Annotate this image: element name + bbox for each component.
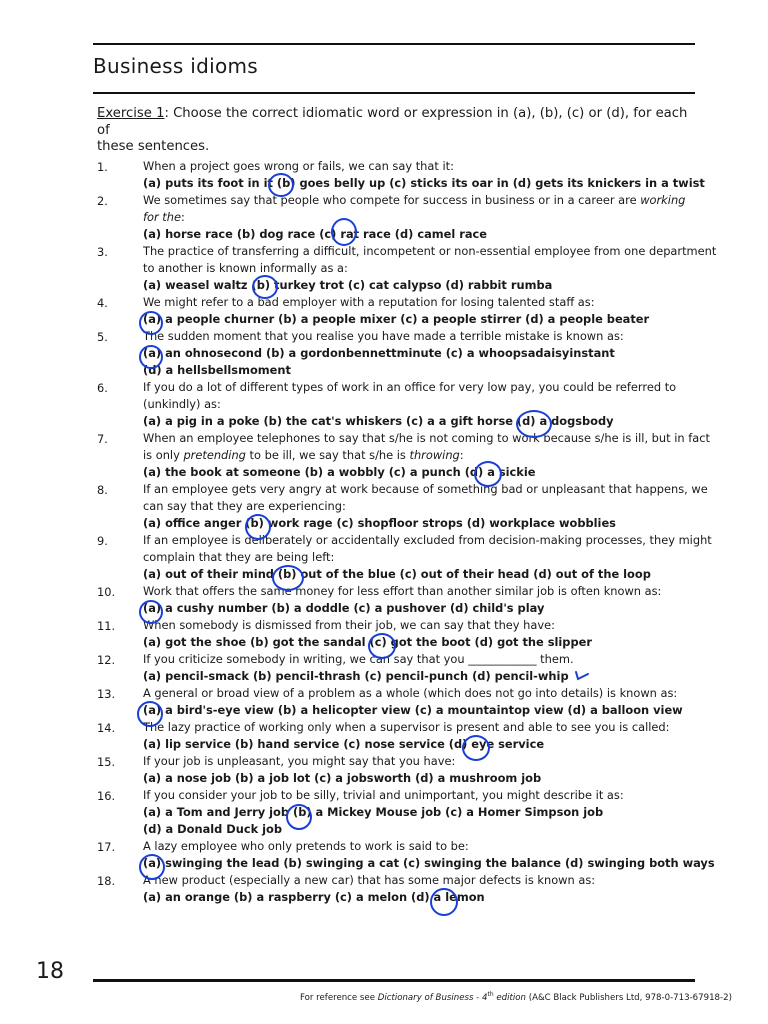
footer-sep: - 4 — [473, 992, 488, 1003]
question-item — [143, 651, 695, 685]
answer-options: (a) a nose job (b) a job lot (c) a jobsworth (d) a mushroom job — [143, 771, 542, 785]
answer-options: (a) weasel waltz (b) turkey trot (c) cat calypso (d) rabbit rumba — [143, 278, 553, 292]
exercise-instruction — [97, 106, 697, 156]
question-item — [143, 243, 717, 294]
question-number: 15. — [97, 755, 116, 769]
question-text — [143, 430, 710, 447]
question-item — [143, 719, 695, 753]
question-text-segment: A lazy employee who only pretends to work is said to be: — [143, 839, 469, 853]
answer-options: (a) puts its foot in it (b) goes belly up (c) sticks its oar in (d) gets its knickers in a twist — [143, 176, 705, 190]
question-number: 4. — [97, 296, 108, 310]
question-number: 6. — [97, 381, 108, 395]
question-item — [143, 328, 695, 379]
question-text-segment: (unkindly) as: — [143, 397, 221, 411]
answer-options: (a) office anger (b) work rage (c) shopfloor strops (d) workplace wobblies — [143, 516, 616, 530]
question-item — [143, 192, 695, 243]
answer-options: (a) an ohnosecond (b) a gordonbennettminute (c) a whoopsadaisyinstant — [143, 346, 615, 360]
question-text-segment: The lazy practice of working only when a supervisor is present and able to see you is called: — [143, 720, 670, 734]
footer-edition: edition — [493, 992, 526, 1003]
question-item — [143, 872, 695, 906]
question-text-segment: If an employee gets very angry at work because of something bad or unpleasant that happens, we — [143, 482, 708, 496]
question-text-segment: The sudden moment that you realise you have made a terrible mistake is known as: — [143, 329, 624, 343]
question-text — [143, 379, 695, 396]
question-text-segment: If you consider your job to be silly, trivial and unimportant, you might describe it as: — [143, 788, 624, 802]
question-text-segment: When a project goes wrong or fails, we can say that it: — [143, 159, 454, 173]
question-item — [143, 583, 695, 617]
footer-reference — [300, 991, 732, 1003]
question-text-segment: : — [459, 448, 464, 462]
question-text-segment: pretending — [183, 448, 246, 462]
answer-options: (a) a cushy number (b) a doddle (c) a pushover (d) child's play — [143, 601, 545, 615]
question-text — [143, 685, 695, 702]
question-number: 13. — [97, 687, 116, 701]
answer-options: (a) pencil-smack (b) pencil-thrash (c) pencil-punch (d) pencil-whip — [143, 669, 569, 683]
question-item — [143, 294, 695, 328]
question-text — [143, 498, 695, 515]
question-text — [143, 872, 695, 889]
answer-options: (a) lip service (b) hand service (c) nose service (d) eye service — [143, 737, 545, 751]
answer-options: (a) a pig in a poke (b) the cat's whiskers (c) a a gift horse (d) a dogsbody — [143, 414, 614, 428]
question-number: 11. — [97, 619, 116, 633]
top-rule — [93, 43, 695, 45]
question-item — [143, 158, 705, 192]
question-text-segment: If your job is unpleasant, you might say that you have: — [143, 754, 456, 768]
question-text — [143, 209, 695, 226]
question-text — [143, 328, 695, 345]
question-text-segment: When somebody is dismissed from their job, we can say that they have: — [143, 618, 555, 632]
question-text-segment: complain that they are being left: — [143, 550, 335, 564]
question-text-segment: If you do a lot of different types of work in an office for very low pay, you could be referred to — [143, 380, 677, 394]
question-text — [143, 447, 695, 464]
question-text-segment: working — [640, 193, 686, 207]
question-number: 1. — [97, 160, 108, 174]
question-text-segment: Work that offers the same money for less effort than another similar job is often known as: — [143, 584, 662, 598]
question-text-segment: to be ill, we say that s/he is — [245, 448, 410, 462]
footer-publisher: (A&C Black Publishers Ltd, 978-0-713-67918-2) — [525, 992, 732, 1003]
question-number: 12. — [97, 653, 116, 667]
question-text — [143, 787, 695, 804]
question-text — [143, 549, 695, 566]
page-number: 18 — [36, 959, 64, 984]
instruction-text-2: these sentences. — [97, 139, 210, 154]
question-number: 16. — [97, 789, 116, 803]
answer-options: (a) swinging the lead (b) swinging a cat (c) swinging the balance (d) swinging both ways — [143, 856, 715, 870]
question-text-segment: We might refer to a bad employer with a reputation for losing talented staff as: — [143, 295, 595, 309]
question-text — [143, 753, 695, 770]
footer-book: Dictionary of Business — [377, 992, 474, 1003]
question-text — [143, 651, 695, 668]
title-rule — [93, 92, 695, 94]
question-text-segment: When an employee telephones to say that s/he is not coming to work because s/he is ill, but in fact — [143, 431, 710, 445]
question-item — [143, 617, 695, 651]
question-text-segment: The practice of transferring a difficult, incompetent or non-essential employee from one department — [143, 244, 717, 258]
question-item — [143, 430, 710, 481]
answer-options: (d) a Donald Duck job — [143, 822, 283, 836]
question-text — [143, 481, 708, 498]
question-text — [143, 583, 695, 600]
question-item — [143, 481, 708, 532]
question-text — [143, 260, 695, 277]
instruction-text: : Choose the correct idiomatic word or expression in (a), (b), (c) or (d), for each of — [97, 106, 688, 138]
question-item — [143, 838, 715, 872]
question-text — [143, 838, 695, 855]
question-number: 10. — [97, 585, 116, 599]
question-number: 8. — [97, 483, 108, 497]
answer-options: (a) got the shoe (b) got the sandal (c) got the boot (d) got the slipper — [143, 635, 592, 649]
question-text — [143, 532, 712, 549]
answer-options: (d) a hellsbellsmoment — [143, 363, 291, 377]
question-text — [143, 719, 695, 736]
question-text-segment: If an employee is deliberately or accidentally excluded from decision-making processes, they might — [143, 533, 712, 547]
question-text — [143, 243, 717, 260]
question-number: 3. — [97, 245, 108, 259]
footer-prefix: For reference see — [300, 992, 378, 1003]
answer-options: (a) a people churner (b) a people mixer (c) a people stirrer (d) a people beater — [143, 312, 650, 326]
question-number: 5. — [97, 330, 108, 344]
answer-options: (a) a Tom and Jerry job (b) a Mickey Mouse job (c) a Homer Simpson job — [143, 805, 604, 819]
question-number: 2. — [97, 194, 108, 208]
question-text-segment: If you criticize somebody in writing, we can say that you ____________ them. — [143, 652, 574, 666]
question-number: 9. — [97, 534, 108, 548]
question-number: 14. — [97, 721, 116, 735]
question-text-segment: We sometimes say that people who compete for success in business or in a career are — [143, 193, 641, 207]
answer-options: (a) the book at someone (b) a wobbly (c) a punch (d) a sickie — [143, 465, 536, 479]
question-item — [143, 753, 695, 787]
exercise-label: Exercise 1 — [97, 106, 165, 121]
question-item — [143, 685, 695, 719]
answer-options: (a) a bird's-eye view (b) a helicopter view (c) a mountaintop view (d) a balloon view — [143, 703, 683, 717]
footer-rule — [93, 979, 695, 982]
question-text-segment: is only — [143, 448, 184, 462]
question-text-segment: throwing — [409, 448, 460, 462]
question-text-segment: : — [180, 210, 185, 224]
question-number: 18. — [97, 874, 116, 888]
question-number: 17. — [97, 840, 116, 854]
question-text — [143, 617, 695, 634]
answer-options: (a) out of their mind (b) out of the blue (c) out of their head (d) out of the loop — [143, 567, 651, 581]
question-item — [143, 532, 712, 583]
question-text — [143, 192, 695, 209]
question-text-segment: to another is known informally as a: — [143, 261, 348, 275]
question-number: 7. — [97, 432, 108, 446]
question-text-segment: can say that they are experiencing: — [143, 499, 346, 513]
question-text — [143, 158, 695, 175]
question-text-segment: A new product (especially a new car) that has some major defects is known as: — [143, 873, 596, 887]
answer-options: (a) horse race (b) dog race (c) rat race (d) camel race — [143, 227, 488, 241]
question-text-segment: for the — [143, 210, 181, 224]
question-item — [143, 379, 695, 430]
question-text-segment: A general or broad view of a problem as a whole (which does not go into details) is known as: — [143, 686, 678, 700]
question-text — [143, 396, 695, 413]
question-text — [143, 294, 695, 311]
answer-options: (a) an orange (b) a raspberry (c) a melon (d) a lemon — [143, 890, 485, 904]
question-item — [143, 787, 695, 838]
footer-sup: th — [487, 991, 494, 998]
page-title: Business idioms — [93, 54, 258, 78]
